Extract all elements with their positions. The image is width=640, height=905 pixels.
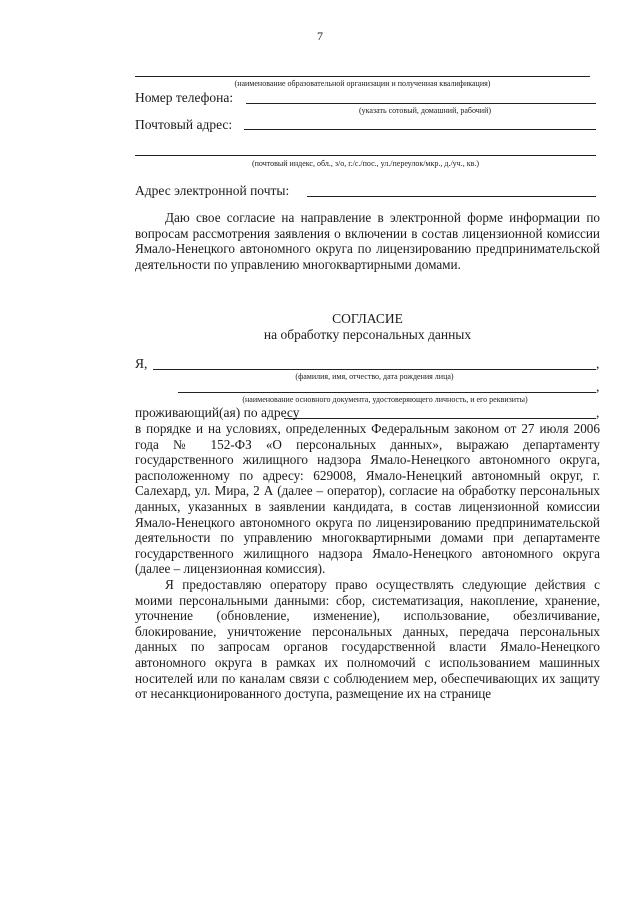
phone-label: Номер телефона: xyxy=(135,90,234,105)
consent-body-paragraph-2: Я предоставляю оператору право осуществлять следующие действия с моими персональными данными: сбор, систематизация, накопление, хранение, уточнение (обновление, изменение), использование, обезличивание, блокирование, уничтожение персональных данных, передача персональных данных по запросам органов государственной власти Ямало-Ненецкого автономного округа в рамках их полномочий с использованием машинных носителей или по каналам связи с соблюдением мер, обеспечивающих их защиту от несанкционированного доступа, размещение их на странице xyxy=(135,576,600,702)
comma-1: , xyxy=(596,356,600,371)
residing-field[interactable] xyxy=(284,418,596,419)
fio-caption: (фамилия, имя, отчество, дата рождения лица) xyxy=(295,372,454,381)
comma-3: , xyxy=(596,405,600,420)
email-label: Адрес электронной почты: xyxy=(135,183,290,198)
page-number: 7 xyxy=(317,29,323,43)
residing-label: проживающий(ая) по адресу xyxy=(135,405,300,420)
address-field-line2[interactable] xyxy=(135,155,596,156)
address-caption: (почтовый индекс, обл., з/о, г./с./пос., ул./переулок/мкр., д./уч., кв.) xyxy=(251,159,480,168)
comma-2: , xyxy=(596,379,600,394)
consent-title: СОГЛАСИЕ xyxy=(332,311,403,326)
address-label: Почтовый адрес: xyxy=(135,117,233,132)
institution-line xyxy=(135,76,590,77)
institution-caption: (наименование образовательной организации и полученная квалификация) xyxy=(234,79,491,88)
document-field[interactable] xyxy=(178,392,596,393)
i-label: Я, xyxy=(135,356,148,371)
consent-body-paragraph-1: в порядке и на условиях, определенных Федеральным законом от 27 июля 2006 года № 152-ФЗ «О персональных данных», выражаю департаменту государственного жилищного надзора Ямало-Ненецкого автономного округа, расположенному по адресу: 629008, Ямало-Ненецкий автономный округ, г. Салехард, ул. Мира, 2 А (далее – оператор), согласие на обработку персональных данных, указанных в заявлении кандидата, в состав лицензионной комиссии Ямало-Ненецкого автономного округа по лицензированию предпринимательской деятельности по управлению многоквартирными домами при департаменте государственного жилищного надзора Ямало-Ненецкого автономного округа (далее – лицензионная комиссия). xyxy=(135,421,600,577)
fio-field[interactable] xyxy=(153,369,596,370)
consent-subtitle: на обработку персональных данных xyxy=(263,327,472,342)
notice-paragraph: Даю свое согласие на направление в электронной форме информации по вопросам рассмотрения заявления о включении в состав лицензионной комиссии Ямало-Ненецкого автономного округа по лицензированию предпринимательской деятельности по управлению многоквартирными домами. xyxy=(135,210,600,272)
phone-field[interactable] xyxy=(246,103,596,104)
phone-caption: (указать сотовый, домашний, рабочий) xyxy=(358,106,492,115)
email-field[interactable] xyxy=(307,196,596,197)
document-caption: (наименование основного документа, удостоверяющего личность, и его реквизиты) xyxy=(242,395,528,404)
consent-body xyxy=(135,421,600,702)
notice-paragraph-block xyxy=(135,210,600,272)
address-field[interactable] xyxy=(244,129,596,130)
